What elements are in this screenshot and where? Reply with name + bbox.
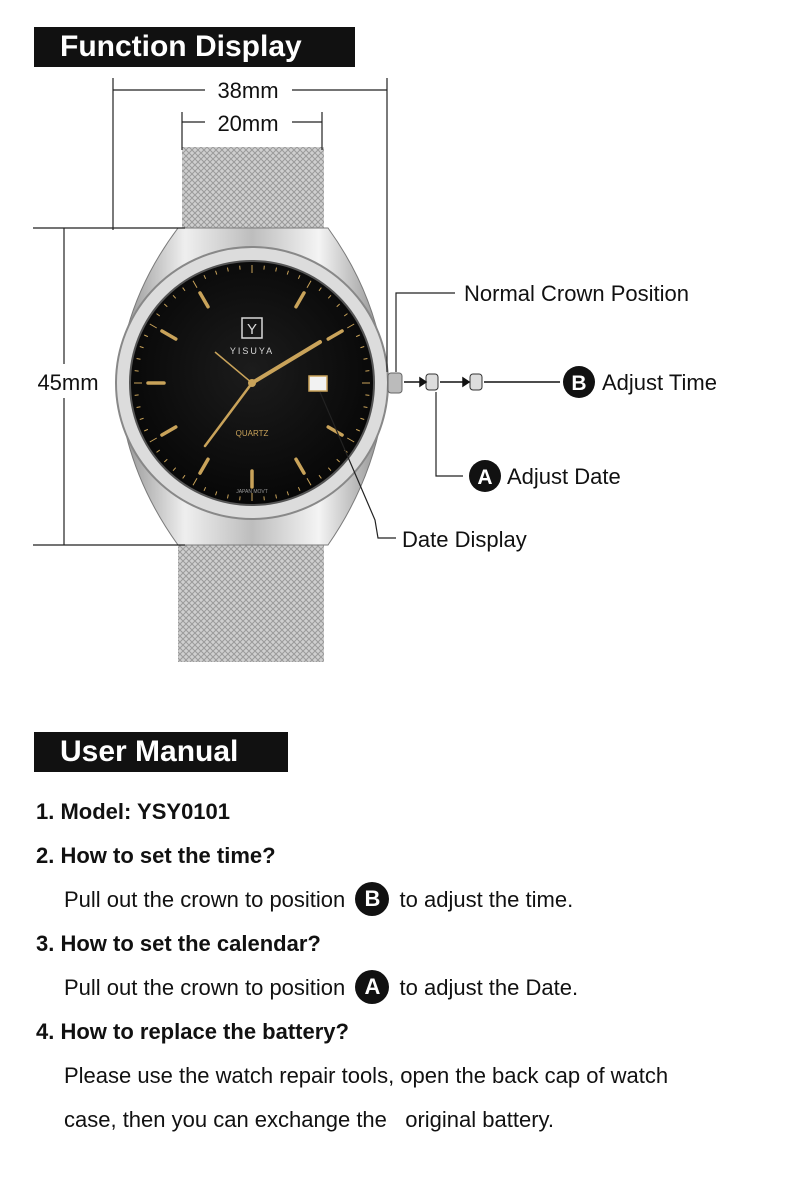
badge-b-icon: B bbox=[355, 882, 389, 916]
dimension-38mm-label: 38mm bbox=[217, 78, 279, 103]
manual-item-battery-line1: Please use the watch repair tools, open the back cap of watch bbox=[64, 1063, 669, 1088]
user-manual-list bbox=[36, 790, 776, 1142]
dimension-45mm-label: 45mm bbox=[37, 370, 99, 395]
manual-item-set-time-body bbox=[36, 878, 776, 922]
manual-item-calendar-title: 3. How to set the calendar? bbox=[36, 931, 321, 956]
manual-item-battery-title: 4. How to replace the battery? bbox=[36, 1019, 349, 1044]
normal-crown-leader bbox=[396, 293, 455, 372]
adjust-date-label: Adjust Date bbox=[507, 464, 621, 489]
calendar-text-post: to adjust the Date. bbox=[399, 975, 579, 1000]
crown bbox=[388, 373, 402, 393]
user-manual-header: User Manual bbox=[34, 732, 288, 772]
manual-item-calendar-body bbox=[36, 966, 776, 1010]
set-time-text-pre: Pull out the crown to position bbox=[64, 887, 346, 912]
badge-b-letter: B bbox=[571, 372, 587, 395]
adjust-date-leader bbox=[436, 392, 463, 476]
quartz-label: QUARTZ bbox=[235, 429, 269, 438]
adjust-time-label: Adjust Time bbox=[602, 370, 717, 395]
function-display-header: Function Display bbox=[34, 27, 355, 67]
date-display-label: Date Display bbox=[402, 527, 527, 552]
hands-pivot bbox=[248, 379, 256, 387]
movement-label: JAPAN MOVT bbox=[236, 489, 268, 495]
manual-item-set-time-title: 2. How to set the time? bbox=[36, 843, 276, 868]
date-window bbox=[309, 376, 327, 391]
manual-item-battery-line2: case, then you can exchange the original battery. bbox=[64, 1107, 555, 1132]
top-mesh-strap bbox=[182, 147, 324, 237]
bottom-mesh-strap bbox=[178, 540, 324, 662]
dimension-20mm-label: 20mm bbox=[217, 111, 279, 136]
calendar-text-pre: Pull out the crown to position bbox=[64, 975, 346, 1000]
brand-name: YISUYA bbox=[229, 346, 275, 356]
badge-a-letter: A bbox=[477, 466, 493, 489]
normal-crown-label: Normal Crown Position bbox=[464, 281, 689, 306]
set-time-text-post: to adjust the time. bbox=[399, 887, 574, 912]
brand-logo-letter: Y bbox=[246, 321, 258, 338]
badge-a-icon: A bbox=[355, 970, 389, 1004]
manual-item-model: 1. Model: YSY0101 bbox=[36, 799, 231, 824]
